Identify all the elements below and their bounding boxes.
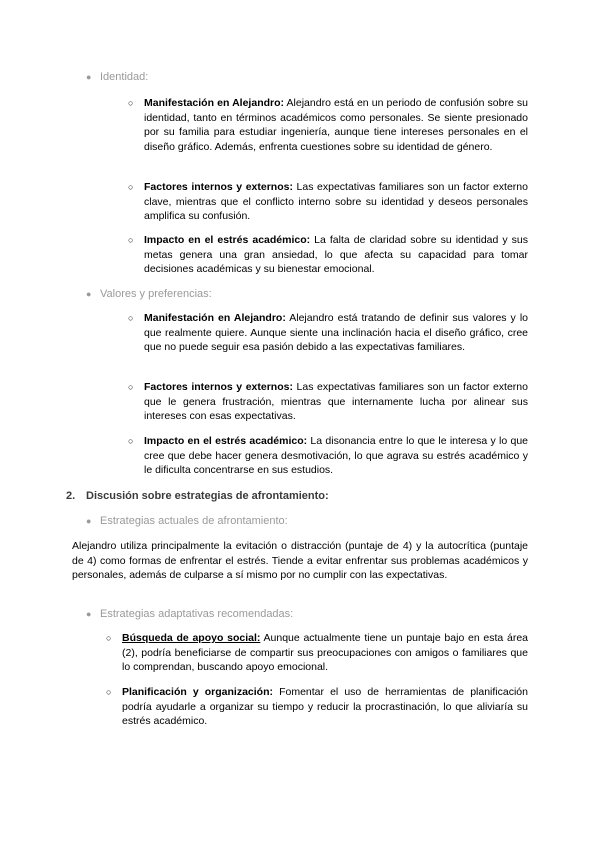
circle-bullet-icon: ○ <box>106 687 112 697</box>
circle-bullet-icon: ○ <box>128 313 134 323</box>
valores-item-1: Manifestación en Alejandro: Alejandro está tratando de definir sus valores y lo que realmente quiere. Aunque siente una inclinación hacia el diseño gráfico, cree que no puede seguir esa pasión debido a las expectativas familiares. <box>144 312 528 354</box>
section-2-heading: 2. Discusión sobre estrategias de afrontamiento: <box>66 490 329 502</box>
heading-identidad: Identidad: <box>100 71 149 83</box>
circle-bullet-icon: ○ <box>128 235 134 245</box>
heading-estrategias-actuales: Estrategias actuales de afrontamiento: <box>100 515 288 527</box>
valores-item-3: Impacto en el estrés académico: La disonancia entre lo que le interesa y lo que cree que debe hacer genera desmotivación, lo que agrava su estrés académico y le dificulta concentrarse en sus estudios. <box>144 435 528 477</box>
bullet-estrategias-actuales <box>86 514 288 529</box>
bullet-dot-icon: ● <box>86 289 92 299</box>
circle-bullet-icon: ○ <box>128 436 134 446</box>
bullet-identidad <box>86 70 148 85</box>
circle-bullet-icon: ○ <box>128 382 134 392</box>
heading-estrategias-adaptativas: Estrategias adaptativas recomendadas: <box>100 608 294 620</box>
heading-valores: Valores y preferencias: <box>100 288 212 300</box>
identidad-item-3: Impacto en el estrés académico: La falta de claridad sobre su identidad y sus metas genera una gran ansiedad, lo que afecta su capacidad para tomar decisiones académicas y su bienestar emocional. <box>144 234 529 276</box>
bullet-dot-icon: ● <box>86 609 92 619</box>
adaptativas-item-2: Planificación y organización: Fomentar el uso de herramientas de planificación podría ayudarle a organizar su tiempo y reducir la procrastinación, lo que aliviaría su estrés académico. <box>122 686 528 728</box>
circle-bullet-icon: ○ <box>128 98 134 108</box>
bullet-valores <box>86 287 212 302</box>
identidad-item-1: Manifestación en Alejandro: Alejandro está en un periodo de confusión sobre su identidad, tanto en términos académicos como personales. Se siente presionado por su familia para estudiar ingeniería, aunque tiene intereses personales en el diseño gráfico. Además, enfrenta cuestiones sobre su identidad de género. <box>144 97 528 153</box>
identidad-item-2: Factores internos y externos: Las expectativas familiares son un factor externo clave, mientras que el conflicto interno sobre su identidad y deseos personales amplifica su confusión. <box>144 181 528 223</box>
adaptativas-item-1: Búsqueda de apoyo social: Aunque actualmente tiene un puntaje bajo en esta área (2), podría beneficiarse de compartir sus preocupaciones con amigos o familiares que lo comprendan, buscando apoyo emocional. <box>122 632 528 674</box>
estrategias-actuales-paragraph: Alejandro utiliza principalmente la evitación o distracción (puntaje de 4) y la autocrítica (puntaje de 4) como formas de enfrentar el estrés. Tiende a evitar enfrentar sus problemas académicos y personales, además de culparse a sí mismo por no cumplir con las expectativas. <box>72 540 528 582</box>
valores-item-2: Factores internos y externos: Las expectativas familiares son un factor externo que le genera frustración, mientras que internamente lucha por alinear sus intereses con esas expectativas. <box>144 381 528 423</box>
bullet-estrategias-adaptativas <box>86 607 293 622</box>
bullet-dot-icon: ● <box>86 72 92 82</box>
bullet-dot-icon: ● <box>86 516 92 526</box>
circle-bullet-icon: ○ <box>106 633 112 643</box>
circle-bullet-icon: ○ <box>128 182 134 192</box>
